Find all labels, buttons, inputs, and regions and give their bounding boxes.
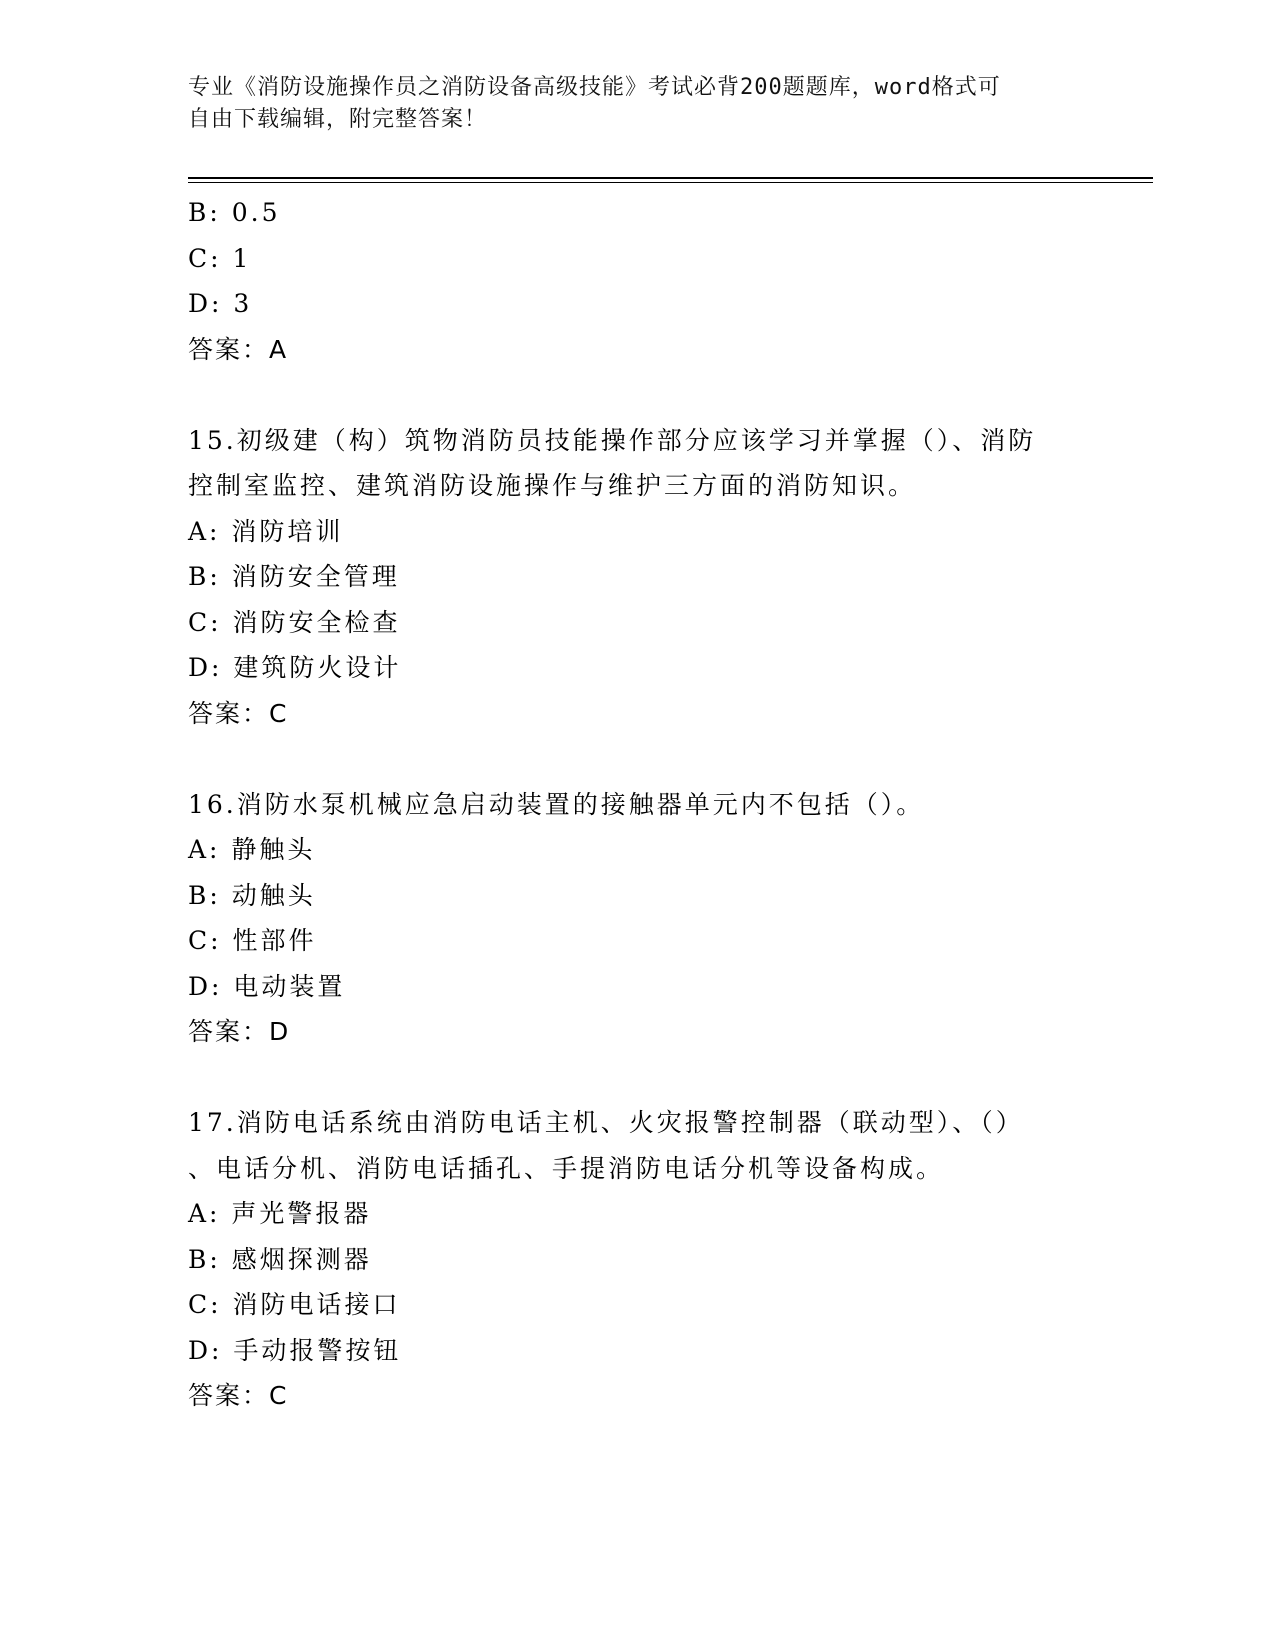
option-a: A: 静触头 [188, 835, 316, 864]
option-d: D: 手动报警按钮 [188, 1335, 402, 1365]
spacer [188, 736, 1088, 782]
question-16 [188, 782, 1088, 1055]
header-line-2: 自由下载编辑，附完整答案！ [188, 107, 488, 132]
option-c: C: 性部件 [188, 926, 317, 955]
answer-line: 答案：D [188, 1017, 291, 1046]
option-b: B: 动触头 [188, 880, 316, 910]
header-divider-thin [188, 182, 1153, 183]
option-d: D: 3 [188, 289, 253, 318]
question-stem-line: 16.消防水泵机械应急启动装置的接触器单元内不包括（）。 [188, 789, 925, 819]
question-stem-line: 15.初级建（构）筑物消防员技能操作部分应该学习并掌握（）、消防 [188, 425, 1037, 455]
answer-line: 答案：C [188, 698, 289, 728]
option-b: B: 0.5 [188, 198, 281, 227]
option-c: C: 消防电话接口 [188, 1290, 401, 1319]
option-c: C: 消防安全检查 [188, 607, 401, 637]
question-stem-line: 、电话分机、消防电话插孔、手提消防电话分机等设备构成。 [188, 1153, 945, 1183]
option-b: B: 消防安全管理 [188, 562, 400, 591]
question-17 [188, 1100, 1088, 1419]
answer-line: 答案：C [188, 1381, 289, 1410]
document-header [188, 72, 1088, 136]
partial-question [188, 190, 1088, 372]
header-divider-thick [188, 177, 1153, 179]
question-stem-line: 控制室监控、建筑消防设施操作与维护三方面的消防知识。 [188, 471, 917, 500]
option-d: D: 建筑防火设计 [188, 653, 402, 682]
question-15 [188, 418, 1088, 737]
question-list [188, 190, 1088, 1419]
option-a: A: 声光警报器 [188, 1199, 372, 1228]
header-line-1: 专业《消防设施操作员之消防设备高级技能》考试必背200题题库，word格式可 [188, 75, 1001, 100]
option-b: B: 感烟探测器 [188, 1244, 372, 1274]
question-stem-line: 17.消防电话系统由消防电话主机、火灾报警控制器（联动型）、（） [188, 1108, 1024, 1137]
answer-line: 答案：A [188, 334, 289, 364]
option-d: D: 电动装置 [188, 971, 346, 1001]
option-c: C: 1 [188, 243, 252, 273]
spacer [188, 372, 1088, 418]
spacer [188, 1055, 1088, 1101]
option-a: A: 消防培训 [188, 516, 344, 546]
